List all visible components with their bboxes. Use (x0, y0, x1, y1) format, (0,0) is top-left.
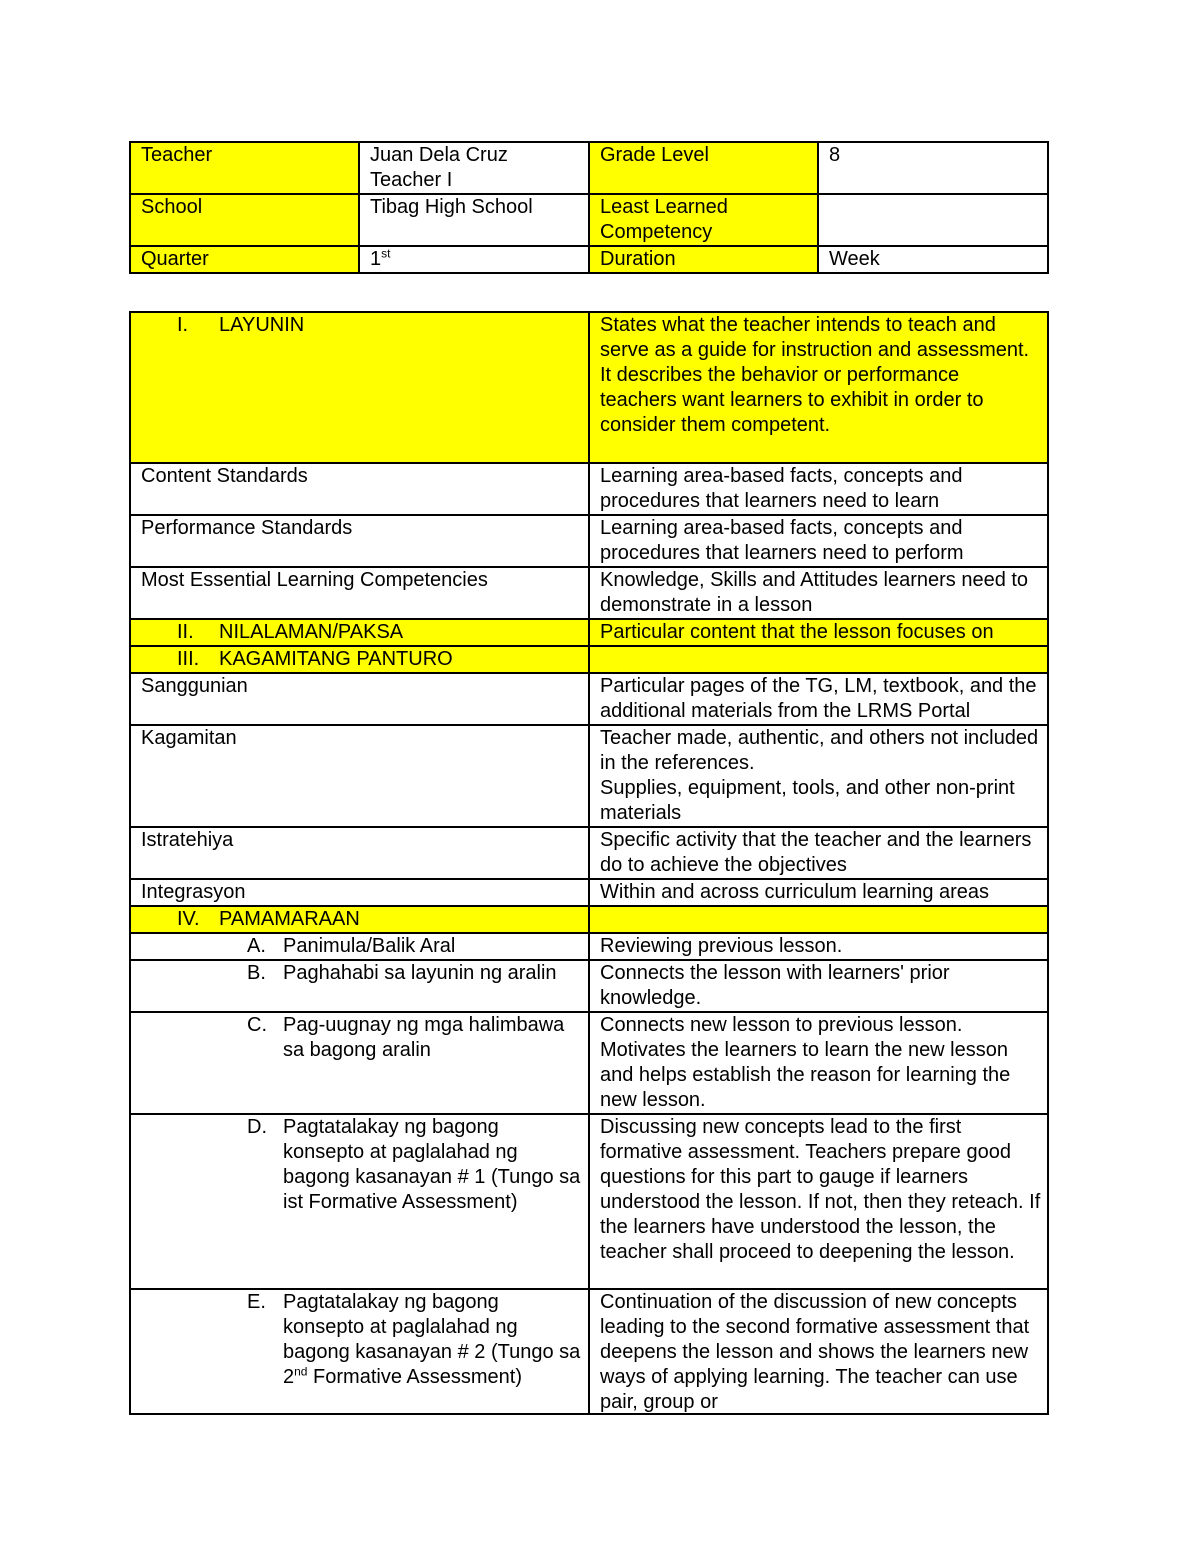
grade-level-value: 8 (818, 142, 1048, 194)
section-title: NILALAMAN/PAKSA (219, 621, 404, 643)
grade-level-label: Grade Level (589, 142, 818, 194)
teacher-position: Teacher I (370, 169, 453, 191)
nilalaman-desc: Particular content that the lesson focuses on (589, 619, 1048, 646)
melc-desc: Knowledge, Skills and Attitudes learners need to demonstrate in a lesson (589, 567, 1048, 619)
section-title: PAMAMARAAN (219, 908, 360, 930)
llc-label-line1: Least Learned (600, 196, 728, 218)
teacher-name: Juan Dela Cruz (370, 144, 508, 166)
performance-standards-label: Performance Standards (130, 515, 589, 567)
llc-label-line2: Competency (600, 221, 713, 243)
step-letter: B. (247, 962, 266, 984)
kagamitan-desc-2: Supplies, equipment, tools, and other non-print materials (600, 777, 1015, 824)
layunin-desc-1: States what the teacher intends to teach and serve as a guide for instruction and assessment. (600, 314, 1030, 361)
step-b-desc: Connects the lesson with learners' prior knowledge. (589, 960, 1048, 1012)
section-nilalaman (130, 619, 1048, 646)
section-pamamaraan (130, 906, 1048, 933)
layunin-heading (130, 312, 589, 463)
step-e-desc: Continuation of the discussion of new concepts leading to the second formative assessment that deepens the lesson and shows the learners new ways of applying learning. The teacher can use pair, group or (600, 1291, 1030, 1412)
kagamitang-desc (589, 646, 1048, 673)
row-step-b (130, 960, 1048, 1012)
row-step-c (130, 1012, 1048, 1114)
quarter-number: 1 (370, 248, 382, 270)
step-c-cell (130, 1012, 589, 1114)
row-sanggunian (130, 673, 1048, 725)
row-performance-standards (130, 515, 1048, 567)
section-title: LAYUNIN (219, 314, 305, 336)
step-label-part1: Pagtatalakay ng bagong konsepto at paglalahad ng bagong kasanayan # 2 (Tungo sa 2 (283, 1291, 581, 1388)
teacher-cell (359, 142, 589, 194)
row-melc (130, 567, 1048, 619)
integrasyon-desc: Within and across curriculum learning areas (589, 879, 1048, 906)
row-kagamitan (130, 725, 1048, 827)
teacher-label: Teacher (130, 142, 359, 194)
section-number: II. (177, 621, 194, 643)
step-label-part2: Formative Assessment) (307, 1366, 522, 1388)
step-label (283, 1290, 582, 1390)
section-number: I. (177, 314, 189, 336)
school-label: School (130, 194, 359, 246)
step-label: Panimula/Balik Aral (283, 935, 456, 957)
step-letter: A. (247, 935, 266, 957)
performance-standards-desc: Learning area-based facts, concepts and procedures that learners need to perform (589, 515, 1048, 567)
section-number: III. (177, 648, 200, 670)
row-step-e (130, 1289, 1048, 1414)
step-c-desc: Connects new lesson to previous lesson. Motivates the learners to learn the new lesson and helps establish the reason for learning the new lesson. (589, 1012, 1048, 1114)
least-learned-competency-label (589, 194, 818, 246)
quarter-suffix: st (381, 246, 391, 261)
lesson-plan-table (129, 311, 1049, 1415)
quarter-value (359, 246, 589, 273)
school-value: Tibag High School (359, 194, 589, 246)
section-title: KAGAMITANG PANTURO (219, 648, 453, 670)
step-d-desc: Discussing new concepts lead to the first formative assessment. Teachers prepare good questions for this part to gauge if learners understood the lesson. If not, then they reteach. If the learners have understood the lesson, the teacher shall proceed to deepening the lesson. (589, 1114, 1048, 1289)
kagamitan-desc (589, 725, 1048, 827)
sanggunian-desc: Particular pages of the TG, LM, textbook, and the additional materials from the LRMS Portal (589, 673, 1048, 725)
row-step-a (130, 933, 1048, 960)
row-step-d (130, 1114, 1048, 1289)
section-layunin (130, 312, 1048, 463)
step-label: Paghahabi sa layunin ng aralin (283, 962, 557, 984)
section-kagamitang-panturo (130, 646, 1048, 673)
layunin-description (589, 312, 1048, 463)
step-d-cell (130, 1114, 589, 1289)
kagamitan-desc-1: Teacher made, authentic, and others not included in the references. (600, 727, 1039, 774)
kagamitang-heading (130, 646, 589, 673)
row-integrasyon (130, 879, 1048, 906)
kagamitan-label: Kagamitan (130, 725, 589, 827)
step-letter: E. (247, 1291, 266, 1313)
step-letter: D. (247, 1116, 267, 1138)
step-label-sup: nd (294, 1364, 308, 1379)
istratehiya-desc: Specific activity that the teacher and the learners do to achieve the objectives (589, 827, 1048, 879)
duration-label: Duration (589, 246, 818, 273)
info-row-school (130, 194, 1048, 246)
row-istratehiya (130, 827, 1048, 879)
step-label: Pag-uugnay ng mga halimbawa sa bagong aralin (283, 1014, 565, 1061)
info-row-teacher (130, 142, 1048, 194)
duration-value: Week (818, 246, 1048, 273)
step-e-desc-cell (589, 1289, 1048, 1414)
content-standards-label: Content Standards (130, 463, 589, 515)
least-learned-competency-value (818, 194, 1048, 246)
layunin-desc-2: It describes the behavior or performance teachers want learners to exhibit in order to consider them competent. (600, 364, 984, 436)
nilalaman-heading (130, 619, 589, 646)
section-number: IV. (177, 908, 200, 930)
integrasyon-label: Integrasyon (130, 879, 589, 906)
pamamaraan-heading (130, 906, 589, 933)
step-a-cell (130, 933, 589, 960)
info-row-quarter (130, 246, 1048, 273)
pamamaraan-desc (589, 906, 1048, 933)
row-content-standards (130, 463, 1048, 515)
step-letter: C. (247, 1014, 267, 1036)
istratehiya-label: Istratehiya (130, 827, 589, 879)
step-label: Pagtatalakay ng bagong konsepto at paglalahad ng bagong kasanayan # 1 (Tungo sa ist Formative Assessment) (283, 1116, 581, 1213)
step-b-cell (130, 960, 589, 1012)
lesson-info-table (129, 141, 1049, 274)
step-a-desc: Reviewing previous lesson. (589, 933, 1048, 960)
melc-label: Most Essential Learning Competencies (130, 567, 589, 619)
content-standards-desc: Learning area-based facts, concepts and procedures that learners need to learn (589, 463, 1048, 515)
step-e-cell (130, 1289, 589, 1414)
quarter-label: Quarter (130, 246, 359, 273)
sanggunian-label: Sanggunian (130, 673, 589, 725)
